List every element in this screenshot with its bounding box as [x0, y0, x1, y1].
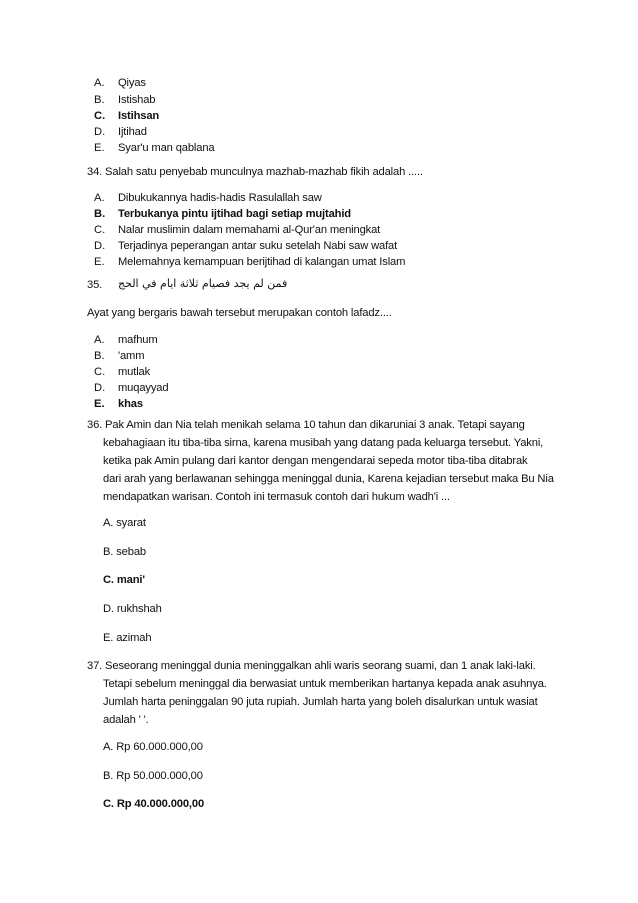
q36-option-e: E. azimah [103, 632, 152, 644]
q34-option-c: Nalar muslimin dalam memahami al-Qur'an meningkat [118, 224, 381, 236]
q37-option-a: A. Rp 60.000.000,00 [103, 741, 203, 753]
q37-option-c: C. Rp 40.000.000,00 [103, 798, 205, 810]
q35-option-b: 'amm [118, 350, 145, 362]
q33-option-e-letter: E. [94, 142, 105, 154]
q33-option-b: Istishab [118, 94, 156, 106]
q35-option-d-letter: D. [94, 382, 106, 394]
q35-option-c: mutlak [118, 366, 151, 378]
q37-question-line-4: adalah ' '. [103, 714, 149, 726]
q34-option-b: Terbukanya pintu ijtihad bagi setiap mujtahid [118, 208, 351, 220]
q36-question-line-5: mendapatkan warisan. Contoh ini termasuk contoh dari hukum wadh'i ... [103, 491, 450, 503]
q34-option-c-letter: C. [94, 224, 106, 236]
q34-option-e-letter: E. [94, 256, 105, 268]
q33-option-b-letter: B. [94, 94, 105, 106]
q34-option-a-letter: A. [94, 192, 105, 204]
q36-option-a: A. syarat [103, 517, 146, 529]
q36-option-b: B. sebab [103, 546, 146, 558]
q35-question: Ayat yang bergaris bawah tersebut merupakan contoh lafadz.... [87, 307, 392, 319]
q33-option-d-letter: D. [94, 126, 106, 138]
q33-option-c: Istihsan [118, 110, 160, 122]
q35-number: 35. [87, 279, 103, 291]
q35-arabic-verse: فمن لم يجد فصيام ثلاثة ايام في الحج [118, 277, 288, 290]
q34-option-e: Melemahnya kemampuan berijtihad di kalangan umat Islam [118, 256, 406, 268]
q33-option-a-letter: A. [94, 77, 105, 89]
q37-question-line-2: Tetapi sebelum meninggal dia berwasiat untuk memberikan hartanya kepada anak asuhnya. [103, 678, 547, 690]
q37-question-line-3: Jumlah harta peninggalan 90 juta rupiah. Jumlah harta yang boleh disalurkan untuk wasiat [103, 696, 538, 708]
q35-option-d: muqayyad [118, 382, 169, 394]
q36-question-line-2: kebahagiaan itu tiba-tiba sirna, karena musibah yang datang pada keluarga tersebut. Yakni, [103, 437, 544, 449]
q34-option-b-letter: B. [94, 208, 106, 220]
q37-question-line-1: 37. Seseorang meninggal dunia meninggalkan ahli waris seorang suami, dan 1 anak laki-laki. [87, 660, 536, 672]
q36-question-line-4: dari arah yang berlawanan sehingga meninggal dunia, Karena kejadian tersebut maka Bu Nia [103, 473, 554, 485]
q37-option-b: B. Rp 50.000.000,00 [103, 770, 203, 782]
q33-option-d: Ijtihad [118, 126, 147, 138]
q34-option-d: Terjadinya peperangan antar suku setelah Nabi saw wafat [118, 240, 398, 252]
q36-option-d: D. rukhshah [103, 603, 162, 615]
q35-option-a: mafhum [118, 334, 158, 346]
q34-question: 34. Salah satu penyebab munculnya mazhab-mazhab fikih adalah ..... [87, 166, 423, 178]
q35-option-c-letter: C. [94, 366, 106, 378]
q35-option-e: khas [118, 398, 143, 410]
q33-option-e: Syar'u man qablana [118, 142, 215, 154]
q35-option-a-letter: A. [94, 334, 105, 346]
q36-option-c: C. mani' [103, 574, 145, 586]
q33-option-a: Qiyas [118, 77, 146, 89]
q34-option-d-letter: D. [94, 240, 106, 252]
q33-option-c-letter: C. [94, 110, 106, 122]
q35-option-e-letter: E. [94, 398, 105, 410]
q34-option-a: Dibukukannya hadis-hadis Rasulallah saw [118, 192, 322, 204]
q36-question-line-3: ketika pak Amin pulang dari kantor dengan mengendarai sepeda motor tiba-tiba ditabrak [103, 455, 528, 467]
q36-question-line-1: 36. Pak Amin dan Nia telah menikah selama 10 tahun dan dikaruniai 3 anak. Tetapi sayang [87, 419, 525, 431]
q35-option-b-letter: B. [94, 350, 105, 362]
